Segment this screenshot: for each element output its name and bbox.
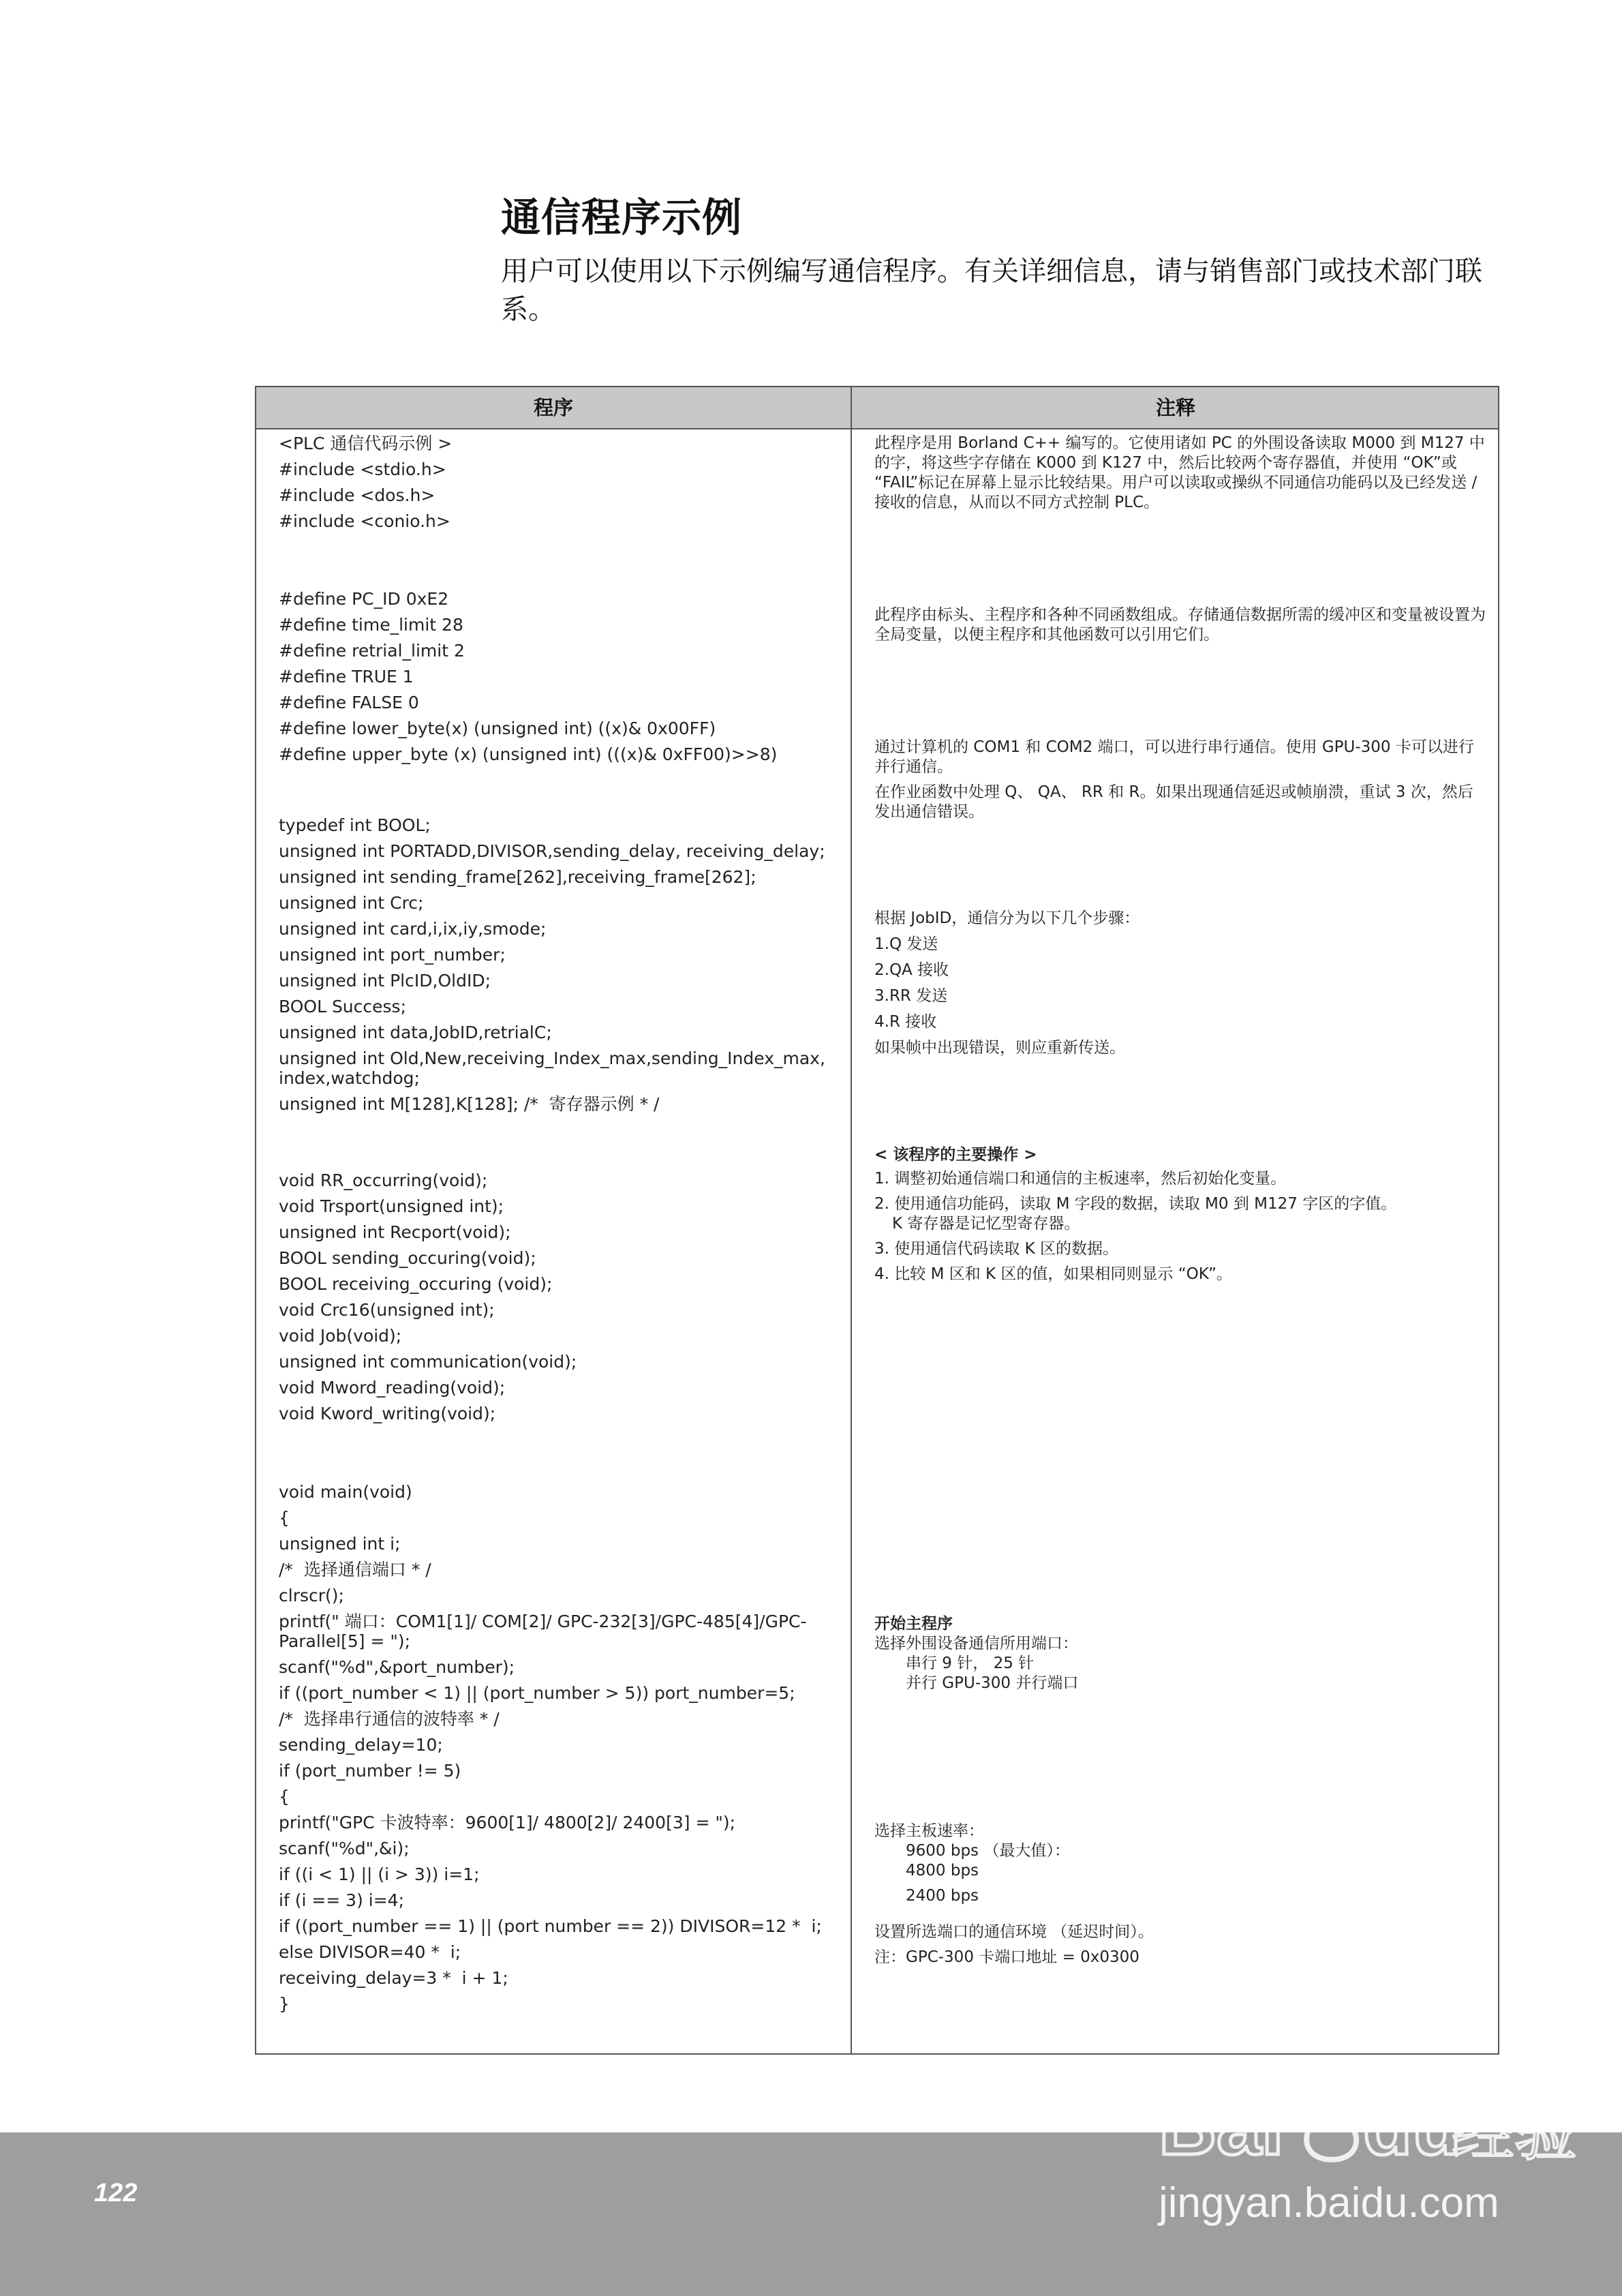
note-text: 注：GPC-300 卡端口地址 = 0x0300	[874, 1948, 1139, 1966]
code-line: #define lower_byte(x) (unsigned int) ((x)& 0x00FF)	[279, 719, 716, 738]
code-line: void RR_occurring(void);	[279, 1170, 488, 1190]
baidu-watermark-logo	[1159, 2079, 1578, 2175]
code-line: sending_delay=10;	[279, 1735, 443, 1755]
note-text: 3. 使用通信代码读取 K 区的数据。	[874, 1240, 1118, 1258]
code-line: scanf("%d",&port_number);	[279, 1657, 515, 1677]
note-text: 通过计算机的 COM1 和 COM2 端口，可以进行串行通信。使用 GPU-300 卡可以进行并行通信。	[874, 738, 1474, 776]
code-line: BOOL sending_occuring(void);	[279, 1248, 536, 1268]
note-line: 1.Q 发送	[874, 935, 938, 953]
note-text: 4. 比较 M 区和 K 区的值，如果相同则显示 “OK”。	[874, 1265, 1233, 1283]
code-block-defines	[279, 586, 838, 768]
note-structure	[874, 605, 1488, 645]
note-main-operations	[874, 1145, 1488, 1284]
note-text: 串行 9 针， 25 针	[906, 1655, 1035, 1672]
note-line: 4.R 接收	[874, 1013, 937, 1031]
intro-text: 用户可以使用以下示例编写通信程序。有关详细信息，请与销售部门或技术部门联系。	[501, 256, 1482, 325]
code-line: unsigned int data,JobID,retrialC;	[279, 1023, 552, 1042]
code-line: unsigned int PlcID,OldID;	[279, 971, 491, 991]
code-line: }	[279, 1994, 290, 2014]
note-line: 如果帧中出现错误，则应重新传送。	[874, 1039, 1125, 1057]
header-notes: 注释	[1155, 396, 1195, 419]
code-line: BOOL Success;	[279, 997, 406, 1016]
code-line: {	[279, 1787, 290, 1807]
note-start-main	[874, 1614, 1488, 1693]
code-line: if (i == 3) i=4;	[279, 1890, 405, 1910]
code-line: #define PC_ID 0xE2	[279, 589, 449, 609]
note-text: 此程序是用 Borland C++ 编写的。它使用诸如 PC 的外围设备读取 M000 到 M127 中的字，将这些字存储在 K000 到 K127 中，然后比较两个寄存器值，并使用 “OK”或 “FAIL”标记在屏幕上显示比较结果。用户可以读取或操纵不同通信功能码以及已经发送 / 接收的信息，从而以不同方式控制 PLC。	[874, 434, 1485, 511]
code-line: if ((port_number == 1) || (port number == 2)) DIVISOR=12 * i;	[279, 1916, 822, 1936]
code-line: #define FALSE 0	[279, 693, 419, 712]
svg-text:经验: 经验	[1452, 2096, 1578, 2169]
code-line: void Mword_reading(void);	[279, 1378, 506, 1398]
code-block-prototypes	[279, 1168, 838, 1427]
code-line: unsigned int PORTADD,DIVISOR,sending_delay, receiving_delay;	[279, 841, 825, 861]
code-block-includes	[279, 431, 838, 534]
program-table	[255, 386, 1499, 2055]
code-line: void Kword_writing(void);	[279, 1404, 496, 1423]
code-line: unsigned int Recport(void);	[279, 1222, 511, 1242]
header-program: 程序	[533, 396, 573, 419]
note-environment	[874, 1922, 1488, 1967]
watermark-url: jingyan.baidu.com	[1159, 2179, 1499, 2226]
note-text: 2400 bps	[906, 1887, 979, 1905]
code-line: /* 选择串行通信的波特率 * /	[279, 1709, 500, 1729]
code-block-main	[279, 1479, 838, 2017]
note-text: 此程序由标头、主程序和各种不同函数组成。存储通信数据所需的缓冲区和变量被设置为全局变量，以便主程序和其他函数可以引用它们。	[874, 606, 1486, 644]
code-line: void Trsport(unsigned int);	[279, 1196, 504, 1216]
code-line: printf("GPC 卡波特率：9600[1]/ 4800[2]/ 2400[3] = ");	[279, 1813, 736, 1832]
svg-text:du: du	[1363, 2082, 1462, 2172]
note-steps	[874, 905, 1488, 1061]
code-line: {	[279, 1508, 290, 1528]
code-line: unsigned int port_number;	[279, 945, 506, 965]
code-line: unsigned int communication(void);	[279, 1352, 577, 1372]
note-heading: < 该程序的主要操作 >	[874, 1146, 1037, 1164]
note-text: 4800 bps	[906, 1862, 979, 1879]
code-line: #include <dos.h>	[279, 485, 435, 505]
code-line: scanf("%d",&i);	[279, 1839, 410, 1858]
note-heading: 开始主程序	[874, 1615, 953, 1633]
note-line: 2.QA 接收	[874, 961, 949, 979]
svg-text:Bai: Bai	[1159, 2082, 1284, 2172]
note-text: 并行 GPU-300 并行端口	[906, 1674, 1079, 1692]
code-line: typedef int BOOL;	[279, 815, 431, 835]
code-line: else DIVISOR=40 * i;	[279, 1942, 461, 1962]
code-line: #include <conio.h>	[279, 511, 450, 531]
code-line: #define time_limit 28	[279, 615, 463, 635]
code-line: unsigned int M[128],K[128]; /* 寄存器示例 * /	[279, 1094, 660, 1114]
code-line: unsigned int Crc;	[279, 893, 424, 913]
code-line: void Job(void);	[279, 1326, 402, 1346]
code-line: unsigned int i;	[279, 1534, 401, 1554]
code-line: unsigned int Old,New,receiving_Index_max,sending_Index_max, index,watchdog;	[279, 1048, 831, 1088]
note-baud-rate	[874, 1822, 1488, 1906]
page-number: 122	[94, 2179, 138, 2207]
code-line: void Crc16(unsigned int);	[279, 1300, 495, 1320]
code-block-globals	[279, 813, 838, 1117]
code-line: printf(" 端口：COM1[1]/ COM[2]/ GPC-232[3]/GPC-485[4]/GPC-Parallel[5] = ");	[279, 1612, 807, 1651]
code-line: clrscr();	[279, 1586, 344, 1605]
code-line: receiving_delay=3 * i + 1;	[279, 1968, 508, 1988]
code-line: unsigned int card,i,ix,iy,smode;	[279, 919, 547, 939]
code-line: <PLC 通信代码示例 >	[279, 434, 453, 453]
note-text: 2. 使用通信功能码，读取 M 字段的数据，读取 M0 到 M127 字区的字值。	[874, 1195, 1397, 1213]
code-line: #define TRUE 1	[279, 667, 414, 686]
code-line: /* 选择通信端口 * /	[279, 1560, 431, 1580]
note-text: 设置所选端口的通信环境 （延迟时间）。	[874, 1923, 1154, 1941]
code-line: BOOL receiving_occuring (void);	[279, 1274, 553, 1294]
note-text: K 寄存器是记忆型寄存器。	[892, 1215, 1080, 1233]
code-line: if ((i < 1) || (i > 3)) i=1;	[279, 1864, 480, 1884]
code-line: #define upper_byte (x) (unsigned int) (((x)& 0xFF00)>>8)	[279, 744, 778, 764]
table-header	[256, 387, 1498, 429]
code-line: if ((port_number < 1) || (port_number > 5)) port_number=5;	[279, 1683, 795, 1703]
column-divider	[851, 387, 852, 2053]
note-text: 选择主板速率：	[874, 1822, 984, 1840]
code-line: void main(void)	[279, 1482, 412, 1502]
note-line: 3.RR 发送	[874, 987, 948, 1005]
note-text: 1. 调整初始通信端口和通信的主板速率，然后初始化变量。	[874, 1170, 1287, 1188]
note-text: 选择外围设备通信所用端口：	[874, 1635, 1078, 1652]
code-line: #define retrial_limit 2	[279, 641, 465, 661]
note-text: 在作业函数中处理 Q、 QA、 RR 和 R。如果出现通信延迟或帧崩溃，重试 3 次，然后发出通信错误。	[874, 783, 1473, 821]
code-line: #include <stdio.h>	[279, 459, 446, 479]
note-line: 根据 JobID，通信分为以下几个步骤：	[874, 909, 1140, 927]
note-overview	[874, 434, 1488, 513]
note-ports	[874, 738, 1488, 822]
code-line: if (port_number != 5)	[279, 1761, 461, 1781]
page-title: 通信程序示例	[501, 194, 743, 241]
note-text: 9600 bps （最大值）：	[906, 1842, 1070, 1860]
code-line: unsigned int sending_frame[262],receiving_frame[262];	[279, 867, 756, 887]
